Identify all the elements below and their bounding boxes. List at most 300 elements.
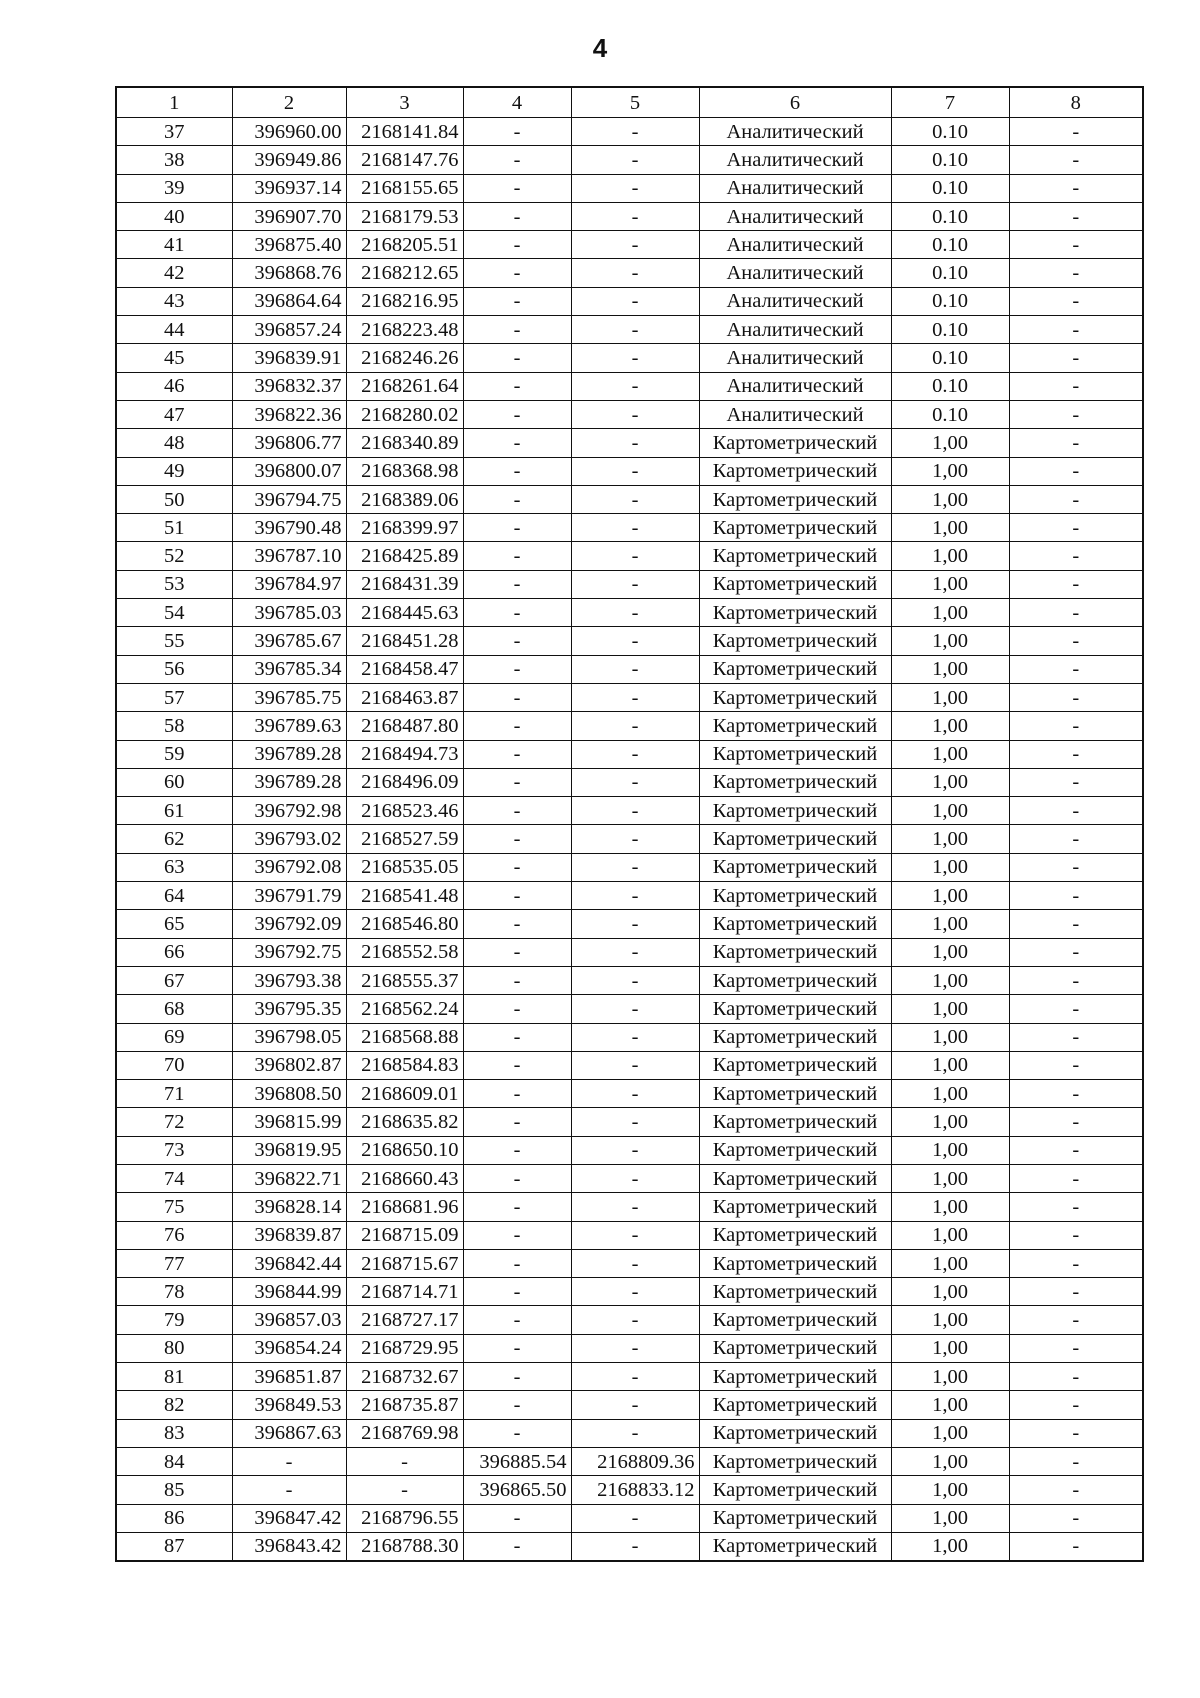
y-coordinate-cell: 2168389.06 [346, 485, 463, 513]
method-cell: Картометрический [699, 457, 891, 485]
point-number-cell: 39 [116, 174, 232, 202]
note-cell: - [1009, 372, 1143, 400]
y-coordinate-cell: 2168212.65 [346, 259, 463, 287]
y-new-cell: - [571, 1108, 699, 1136]
accuracy-cell: 1,00 [891, 570, 1009, 598]
y-coordinate-cell: 2168527.59 [346, 825, 463, 853]
point-number-cell: 59 [116, 740, 232, 768]
x-coordinate-cell: 396794.75 [232, 485, 346, 513]
table-row [116, 1476, 1143, 1504]
x-new-cell: - [463, 882, 571, 910]
accuracy-cell: 1,00 [891, 910, 1009, 938]
note-cell: - [1009, 231, 1143, 259]
point-number-cell: 67 [116, 966, 232, 994]
accuracy-cell: 1,00 [891, 1278, 1009, 1306]
y-coordinate-cell: 2168546.80 [346, 910, 463, 938]
x-new-cell: - [463, 627, 571, 655]
method-cell: Картометрический [699, 1051, 891, 1079]
note-cell: - [1009, 1051, 1143, 1079]
x-new-cell: - [463, 655, 571, 683]
note-cell: - [1009, 1221, 1143, 1249]
y-new-cell: - [571, 1306, 699, 1334]
accuracy-cell: 1,00 [891, 1136, 1009, 1164]
point-number-cell: 77 [116, 1249, 232, 1277]
y-coordinate-cell: 2168555.37 [346, 966, 463, 994]
x-coordinate-cell: 396785.75 [232, 683, 346, 711]
x-new-cell: - [463, 995, 571, 1023]
note-cell: - [1009, 825, 1143, 853]
table-row [116, 287, 1143, 315]
point-number-cell: 61 [116, 797, 232, 825]
method-cell: Картометрический [699, 1136, 891, 1164]
note-cell: - [1009, 1419, 1143, 1447]
method-cell: Картометрический [699, 627, 891, 655]
note-cell: - [1009, 797, 1143, 825]
method-cell: Картометрический [699, 825, 891, 853]
x-new-cell: - [463, 853, 571, 881]
x-new-cell: - [463, 1391, 571, 1419]
y-new-cell: - [571, 1419, 699, 1447]
point-number-cell: 68 [116, 995, 232, 1023]
x-coordinate-cell: 396867.63 [232, 1419, 346, 1447]
x-new-cell: - [463, 910, 571, 938]
y-new-cell: - [571, 118, 699, 146]
table-row [116, 429, 1143, 457]
point-number-cell: 58 [116, 712, 232, 740]
x-coordinate-cell: - [232, 1447, 346, 1475]
y-new-cell: - [571, 542, 699, 570]
note-cell: - [1009, 457, 1143, 485]
x-coordinate-cell: 396792.09 [232, 910, 346, 938]
point-number-cell: 46 [116, 372, 232, 400]
table-row [116, 1080, 1143, 1108]
note-cell: - [1009, 1136, 1143, 1164]
method-cell: Картометрический [699, 683, 891, 711]
column-header: 4 [463, 87, 571, 118]
table-row [116, 1193, 1143, 1221]
point-number-cell: 73 [116, 1136, 232, 1164]
table-body [116, 118, 1143, 1562]
note-cell: - [1009, 1391, 1143, 1419]
y-new-cell: - [571, 1363, 699, 1391]
y-new-cell: - [571, 146, 699, 174]
x-new-cell: 396885.54 [463, 1447, 571, 1475]
note-cell: - [1009, 344, 1143, 372]
point-number-cell: 85 [116, 1476, 232, 1504]
table-row [116, 485, 1143, 513]
note-cell: - [1009, 1334, 1143, 1362]
method-cell: Картометрический [699, 599, 891, 627]
y-coordinate-cell: 2168280.02 [346, 400, 463, 428]
method-cell: Картометрический [699, 1023, 891, 1051]
accuracy-cell: 0.10 [891, 202, 1009, 230]
method-cell: Картометрический [699, 712, 891, 740]
x-new-cell: - [463, 570, 571, 598]
y-new-cell: - [571, 316, 699, 344]
method-cell: Аналитический [699, 146, 891, 174]
x-new-cell: - [463, 1504, 571, 1532]
accuracy-cell: 1,00 [891, 797, 1009, 825]
method-cell: Картометрический [699, 1476, 891, 1504]
y-new-cell: - [571, 995, 699, 1023]
x-coordinate-cell: 396784.97 [232, 570, 346, 598]
y-coordinate-cell: 2168179.53 [346, 202, 463, 230]
y-new-cell: - [571, 429, 699, 457]
x-coordinate-cell: 396937.14 [232, 174, 346, 202]
accuracy-cell: 1,00 [891, 1221, 1009, 1249]
point-number-cell: 66 [116, 938, 232, 966]
point-number-cell: 38 [116, 146, 232, 174]
point-number-cell: 65 [116, 910, 232, 938]
point-number-cell: 52 [116, 542, 232, 570]
table-row [116, 1306, 1143, 1334]
accuracy-cell: 1,00 [891, 712, 1009, 740]
method-cell: Картометрический [699, 910, 891, 938]
table-row [116, 655, 1143, 683]
accuracy-cell: 1,00 [891, 457, 1009, 485]
x-new-cell: - [463, 146, 571, 174]
method-cell: Картометрический [699, 938, 891, 966]
x-new-cell: - [463, 202, 571, 230]
method-cell: Картометрический [699, 1108, 891, 1136]
column-header: 8 [1009, 87, 1143, 118]
y-coordinate-cell: 2168451.28 [346, 627, 463, 655]
point-number-cell: 55 [116, 627, 232, 655]
table-row [116, 1419, 1143, 1447]
point-number-cell: 80 [116, 1334, 232, 1362]
y-coordinate-cell: 2168769.98 [346, 1419, 463, 1447]
point-number-cell: 87 [116, 1532, 232, 1561]
y-new-cell: - [571, 231, 699, 259]
method-cell: Аналитический [699, 118, 891, 146]
y-coordinate-cell: 2168205.51 [346, 231, 463, 259]
point-number-cell: 48 [116, 429, 232, 457]
y-coordinate-cell: 2168487.80 [346, 712, 463, 740]
x-coordinate-cell: 396800.07 [232, 457, 346, 485]
x-new-cell: - [463, 825, 571, 853]
y-new-cell: - [571, 825, 699, 853]
accuracy-cell: 0.10 [891, 344, 1009, 372]
method-cell: Аналитический [699, 400, 891, 428]
accuracy-cell: 1,00 [891, 966, 1009, 994]
x-new-cell: - [463, 429, 571, 457]
x-coordinate-cell: 396785.34 [232, 655, 346, 683]
table-row [116, 825, 1143, 853]
accuracy-cell: 1,00 [891, 485, 1009, 513]
method-cell: Картометрический [699, 429, 891, 457]
point-number-cell: 72 [116, 1108, 232, 1136]
point-number-cell: 62 [116, 825, 232, 853]
x-new-cell: - [463, 740, 571, 768]
x-coordinate-cell: 396789.28 [232, 768, 346, 796]
y-coordinate-cell: 2168246.26 [346, 344, 463, 372]
method-cell: Картометрический [699, 485, 891, 513]
point-number-cell: 43 [116, 287, 232, 315]
point-number-cell: 64 [116, 882, 232, 910]
x-new-cell: - [463, 372, 571, 400]
y-new-cell: - [571, 287, 699, 315]
y-coordinate-cell: - [346, 1447, 463, 1475]
note-cell: - [1009, 514, 1143, 542]
column-header: 6 [699, 87, 891, 118]
y-new-cell: - [571, 1023, 699, 1051]
method-cell: Картометрический [699, 1447, 891, 1475]
point-number-cell: 71 [116, 1080, 232, 1108]
note-cell: - [1009, 118, 1143, 146]
method-cell: Картометрический [699, 1306, 891, 1334]
point-number-cell: 75 [116, 1193, 232, 1221]
method-cell: Аналитический [699, 174, 891, 202]
x-new-cell: - [463, 1532, 571, 1561]
table-row [116, 1023, 1143, 1051]
x-coordinate-cell: 396857.03 [232, 1306, 346, 1334]
x-coordinate-cell: 396822.71 [232, 1164, 346, 1192]
x-new-cell: - [463, 1051, 571, 1079]
table-row [116, 118, 1143, 146]
y-coordinate-cell: 2168650.10 [346, 1136, 463, 1164]
y-new-cell: - [571, 938, 699, 966]
y-coordinate-cell: 2168147.76 [346, 146, 463, 174]
x-new-cell: - [463, 287, 571, 315]
x-coordinate-cell: 396875.40 [232, 231, 346, 259]
table-row [116, 400, 1143, 428]
table-row [116, 599, 1143, 627]
accuracy-cell: 1,00 [891, 1023, 1009, 1051]
note-cell: - [1009, 429, 1143, 457]
method-cell: Картометрический [699, 1080, 891, 1108]
point-number-cell: 53 [116, 570, 232, 598]
y-coordinate-cell: 2168463.87 [346, 683, 463, 711]
method-cell: Аналитический [699, 231, 891, 259]
y-new-cell: - [571, 457, 699, 485]
x-new-cell: - [463, 174, 571, 202]
accuracy-cell: 1,00 [891, 740, 1009, 768]
accuracy-cell: 1,00 [891, 1334, 1009, 1362]
point-number-cell: 45 [116, 344, 232, 372]
x-coordinate-cell: 396793.02 [232, 825, 346, 853]
y-new-cell: - [571, 400, 699, 428]
x-new-cell: - [463, 1419, 571, 1447]
method-cell: Аналитический [699, 202, 891, 230]
table-row [116, 1391, 1143, 1419]
y-new-cell: - [571, 344, 699, 372]
note-cell: - [1009, 400, 1143, 428]
table-row [116, 768, 1143, 796]
table-row [116, 1051, 1143, 1079]
y-new-cell: - [571, 1164, 699, 1192]
note-cell: - [1009, 1108, 1143, 1136]
y-coordinate-cell: 2168584.83 [346, 1051, 463, 1079]
note-cell: - [1009, 1447, 1143, 1475]
x-coordinate-cell: 396808.50 [232, 1080, 346, 1108]
method-cell: Картометрический [699, 797, 891, 825]
y-new-cell: - [571, 514, 699, 542]
accuracy-cell: 1,00 [891, 1108, 1009, 1136]
y-new-cell: - [571, 202, 699, 230]
y-new-cell: - [571, 712, 699, 740]
y-new-cell: - [571, 259, 699, 287]
point-number-cell: 86 [116, 1504, 232, 1532]
x-coordinate-cell: 396802.87 [232, 1051, 346, 1079]
x-coordinate-cell: 396828.14 [232, 1193, 346, 1221]
x-coordinate-cell: 396792.98 [232, 797, 346, 825]
x-coordinate-cell: - [232, 1476, 346, 1504]
x-new-cell: - [463, 683, 571, 711]
y-coordinate-cell: 2168562.24 [346, 995, 463, 1023]
y-coordinate-cell: 2168261.64 [346, 372, 463, 400]
point-number-cell: 81 [116, 1363, 232, 1391]
table-row [116, 1221, 1143, 1249]
x-coordinate-cell: 396839.91 [232, 344, 346, 372]
y-coordinate-cell: 2168216.95 [346, 287, 463, 315]
x-coordinate-cell: 396907.70 [232, 202, 346, 230]
y-coordinate-cell: 2168715.67 [346, 1249, 463, 1277]
x-coordinate-cell: 396847.42 [232, 1504, 346, 1532]
x-new-cell: - [463, 259, 571, 287]
y-coordinate-cell: 2168660.43 [346, 1164, 463, 1192]
point-number-cell: 47 [116, 400, 232, 428]
x-new-cell: 396865.50 [463, 1476, 571, 1504]
y-new-cell: - [571, 853, 699, 881]
note-cell: - [1009, 570, 1143, 598]
table-row [116, 259, 1143, 287]
point-number-cell: 69 [116, 1023, 232, 1051]
point-number-cell: 83 [116, 1419, 232, 1447]
y-new-cell: - [571, 1249, 699, 1277]
x-new-cell: - [463, 599, 571, 627]
point-number-cell: 51 [116, 514, 232, 542]
accuracy-cell: 1,00 [891, 683, 1009, 711]
x-coordinate-cell: 396822.36 [232, 400, 346, 428]
accuracy-cell: 1,00 [891, 1504, 1009, 1532]
note-cell: - [1009, 1193, 1143, 1221]
x-coordinate-cell: 396785.67 [232, 627, 346, 655]
x-coordinate-cell: 396864.64 [232, 287, 346, 315]
note-cell: - [1009, 655, 1143, 683]
note-cell: - [1009, 146, 1143, 174]
page-number: 4 [592, 33, 608, 63]
note-cell: - [1009, 287, 1143, 315]
y-new-cell: - [571, 1278, 699, 1306]
y-coordinate-cell: 2168141.84 [346, 118, 463, 146]
y-coordinate-cell: 2168223.48 [346, 316, 463, 344]
x-new-cell: - [463, 400, 571, 428]
accuracy-cell: 0.10 [891, 231, 1009, 259]
method-cell: Аналитический [699, 259, 891, 287]
y-new-cell: - [571, 966, 699, 994]
y-coordinate-cell: 2168635.82 [346, 1108, 463, 1136]
y-new-cell: - [571, 683, 699, 711]
y-coordinate-cell: 2168541.48 [346, 882, 463, 910]
y-new-cell: - [571, 1193, 699, 1221]
x-coordinate-cell: 396819.95 [232, 1136, 346, 1164]
note-cell: - [1009, 995, 1143, 1023]
table-row [116, 683, 1143, 711]
accuracy-cell: 1,00 [891, 1476, 1009, 1504]
y-coordinate-cell: 2168735.87 [346, 1391, 463, 1419]
note-cell: - [1009, 202, 1143, 230]
accuracy-cell: 0.10 [891, 316, 1009, 344]
column-header: 3 [346, 87, 463, 118]
x-coordinate-cell: 396789.28 [232, 740, 346, 768]
x-new-cell: - [463, 1023, 571, 1051]
table-row [116, 542, 1143, 570]
table-row [116, 457, 1143, 485]
y-new-cell: - [571, 570, 699, 598]
y-coordinate-cell: 2168155.65 [346, 174, 463, 202]
method-cell: Картометрический [699, 768, 891, 796]
point-number-cell: 76 [116, 1221, 232, 1249]
accuracy-cell: 1,00 [891, 1249, 1009, 1277]
method-cell: Картометрический [699, 570, 891, 598]
y-new-cell: - [571, 174, 699, 202]
y-coordinate-cell: 2168340.89 [346, 429, 463, 457]
note-cell: - [1009, 1532, 1143, 1561]
method-cell: Картометрический [699, 966, 891, 994]
note-cell: - [1009, 882, 1143, 910]
x-coordinate-cell: 396791.79 [232, 882, 346, 910]
table-row [116, 570, 1143, 598]
table-row [116, 1108, 1143, 1136]
table-row [116, 966, 1143, 994]
y-coordinate-cell: 2168368.98 [346, 457, 463, 485]
method-cell: Картометрический [699, 1249, 891, 1277]
y-new-cell: - [571, 1221, 699, 1249]
y-new-cell: - [571, 910, 699, 938]
note-cell: - [1009, 683, 1143, 711]
note-cell: - [1009, 627, 1143, 655]
table-row [116, 797, 1143, 825]
accuracy-cell: 1,00 [891, 1532, 1009, 1561]
y-coordinate-cell: 2168552.58 [346, 938, 463, 966]
y-new-cell: - [571, 1136, 699, 1164]
table-row [116, 514, 1143, 542]
x-new-cell: - [463, 1249, 571, 1277]
accuracy-cell: 1,00 [891, 1193, 1009, 1221]
x-coordinate-cell: 396787.10 [232, 542, 346, 570]
x-new-cell: - [463, 316, 571, 344]
x-new-cell: - [463, 1164, 571, 1192]
table-row [116, 1164, 1143, 1192]
x-new-cell: - [463, 1306, 571, 1334]
accuracy-cell: 0.10 [891, 174, 1009, 202]
x-coordinate-cell: 396795.35 [232, 995, 346, 1023]
point-number-cell: 42 [116, 259, 232, 287]
accuracy-cell: 0.10 [891, 259, 1009, 287]
point-number-cell: 84 [116, 1447, 232, 1475]
x-new-cell: - [463, 712, 571, 740]
table-row [116, 627, 1143, 655]
y-coordinate-cell: 2168796.55 [346, 1504, 463, 1532]
x-new-cell: - [463, 1136, 571, 1164]
y-new-cell: - [571, 1391, 699, 1419]
method-cell: Картометрический [699, 1419, 891, 1447]
y-coordinate-cell: 2168732.67 [346, 1363, 463, 1391]
table-row [116, 712, 1143, 740]
table-row [116, 1447, 1143, 1475]
x-coordinate-cell: 396792.08 [232, 853, 346, 881]
table-row [116, 1504, 1143, 1532]
note-cell: - [1009, 1278, 1143, 1306]
x-coordinate-cell: 396785.03 [232, 599, 346, 627]
method-cell: Аналитический [699, 372, 891, 400]
note-cell: - [1009, 1306, 1143, 1334]
note-cell: - [1009, 853, 1143, 881]
accuracy-cell: 0.10 [891, 400, 1009, 428]
y-new-cell: - [571, 1080, 699, 1108]
accuracy-cell: 0.10 [891, 118, 1009, 146]
x-new-cell: - [463, 1108, 571, 1136]
